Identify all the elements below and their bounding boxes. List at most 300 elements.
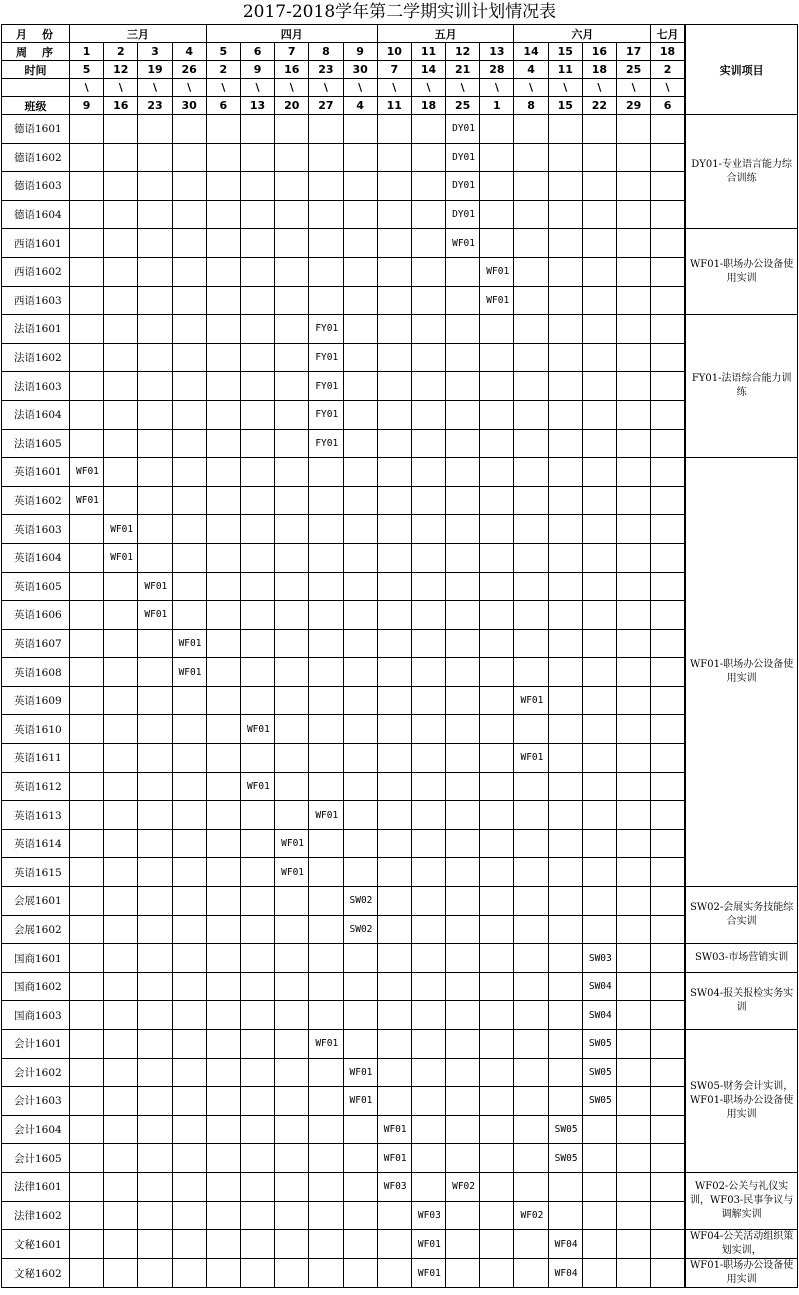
training-code-cell: WF01 <box>514 686 548 715</box>
empty-cell <box>275 1058 309 1087</box>
empty-cell <box>651 257 685 286</box>
training-code-cell: WF01 <box>70 458 104 487</box>
empty-cell <box>480 887 514 916</box>
empty-cell <box>446 458 480 487</box>
empty-cell <box>411 915 445 944</box>
empty-cell <box>651 858 685 887</box>
project-description: SW04-报关报检实务实训 <box>685 972 798 1029</box>
project-description: SW02-会展实务技能综合实训 <box>685 887 798 944</box>
empty-cell <box>377 944 411 973</box>
empty-cell <box>172 944 206 973</box>
table-row <box>2 1115 798 1144</box>
empty-cell <box>377 829 411 858</box>
empty-cell <box>309 1144 343 1173</box>
empty-cell <box>411 172 445 201</box>
end-day: 15 <box>548 97 582 115</box>
empty-cell <box>582 458 616 487</box>
empty-cell <box>206 400 240 429</box>
table-row <box>2 1144 798 1173</box>
end-day: 20 <box>275 97 309 115</box>
week-number: 7 <box>275 43 309 61</box>
empty-cell <box>104 400 138 429</box>
empty-cell <box>446 858 480 887</box>
empty-cell <box>446 715 480 744</box>
empty-cell <box>446 887 480 916</box>
empty-cell <box>446 429 480 458</box>
empty-cell <box>617 858 651 887</box>
date-separator: \ <box>104 79 138 97</box>
class-name-cell: 英语1613 <box>2 801 70 830</box>
empty-cell <box>104 429 138 458</box>
empty-cell <box>480 486 514 515</box>
empty-cell <box>275 744 309 773</box>
empty-cell <box>240 915 274 944</box>
end-day: 22 <box>582 97 616 115</box>
empty-cell <box>480 143 514 172</box>
empty-cell <box>275 629 309 658</box>
empty-cell <box>548 715 582 744</box>
empty-cell <box>104 887 138 916</box>
empty-cell <box>275 172 309 201</box>
empty-cell <box>309 486 343 515</box>
empty-cell <box>70 858 104 887</box>
empty-cell <box>70 143 104 172</box>
empty-cell <box>514 1115 548 1144</box>
empty-cell <box>172 1115 206 1144</box>
empty-cell <box>411 372 445 401</box>
start-day: 26 <box>172 61 206 79</box>
empty-cell <box>411 858 445 887</box>
training-code-cell: WF01 <box>343 1087 377 1116</box>
empty-cell <box>446 1230 480 1259</box>
date-separator: \ <box>70 79 104 97</box>
empty-cell <box>138 772 172 801</box>
class-name-cell: 英语1602 <box>2 486 70 515</box>
empty-cell <box>172 486 206 515</box>
start-day: 5 <box>70 61 104 79</box>
empty-cell <box>138 972 172 1001</box>
empty-cell <box>206 944 240 973</box>
empty-cell <box>309 1201 343 1230</box>
training-code-cell: SW02 <box>343 915 377 944</box>
table-row <box>2 543 798 572</box>
class-name-cell: 英语1614 <box>2 829 70 858</box>
class-name-cell: 会计1605 <box>2 1144 70 1173</box>
empty-cell <box>411 1115 445 1144</box>
empty-cell <box>206 515 240 544</box>
start-day: 4 <box>514 61 548 79</box>
training-code-cell: FY01 <box>309 315 343 344</box>
empty-cell <box>548 686 582 715</box>
empty-cell <box>275 1230 309 1259</box>
empty-cell <box>275 1144 309 1173</box>
empty-cell <box>446 744 480 773</box>
empty-cell <box>240 543 274 572</box>
empty-cell <box>138 915 172 944</box>
class-name-cell: 德语1604 <box>2 200 70 229</box>
week-number: 1 <box>70 43 104 61</box>
class-name-cell: 英语1607 <box>2 629 70 658</box>
empty-cell <box>70 1001 104 1030</box>
empty-cell <box>104 200 138 229</box>
class-name-cell: 会展1602 <box>2 915 70 944</box>
project-description: WF01-职场办公设备使用实训 <box>685 1259 798 1288</box>
empty-cell <box>343 1230 377 1259</box>
training-code-cell: DY01 <box>446 172 480 201</box>
project-description: WF02-公关与礼仪实训，WF03-民事争议与调解实训 <box>685 1172 798 1229</box>
empty-cell <box>70 829 104 858</box>
empty-cell <box>651 1144 685 1173</box>
empty-cell <box>172 315 206 344</box>
start-day: 11 <box>548 61 582 79</box>
empty-cell <box>172 515 206 544</box>
start-day: 30 <box>343 61 377 79</box>
empty-cell <box>617 887 651 916</box>
empty-cell <box>411 515 445 544</box>
empty-cell <box>240 172 274 201</box>
empty-cell <box>343 601 377 630</box>
empty-cell <box>548 372 582 401</box>
empty-cell <box>275 1259 309 1288</box>
empty-cell <box>514 543 548 572</box>
class-name-cell: 国商1603 <box>2 1001 70 1030</box>
empty-cell <box>343 715 377 744</box>
empty-cell <box>651 200 685 229</box>
table-row <box>2 1001 798 1030</box>
table-row <box>2 686 798 715</box>
empty-cell <box>582 1201 616 1230</box>
table-row <box>2 829 798 858</box>
training-code-cell: WF01 <box>411 1259 445 1288</box>
empty-cell <box>70 658 104 687</box>
empty-cell <box>104 1115 138 1144</box>
empty-cell <box>480 1058 514 1087</box>
empty-cell <box>172 143 206 172</box>
empty-cell <box>275 715 309 744</box>
empty-cell <box>343 801 377 830</box>
empty-cell <box>240 1115 274 1144</box>
empty-cell <box>377 143 411 172</box>
empty-cell <box>309 887 343 916</box>
training-code-cell: WF01 <box>275 858 309 887</box>
empty-cell <box>480 515 514 544</box>
empty-cell <box>206 801 240 830</box>
empty-cell <box>582 343 616 372</box>
empty-cell <box>480 601 514 630</box>
empty-cell <box>172 372 206 401</box>
start-day: 7 <box>377 61 411 79</box>
empty-cell <box>480 1087 514 1116</box>
class-name-cell: 德语1602 <box>2 143 70 172</box>
empty-cell <box>411 458 445 487</box>
empty-cell <box>582 315 616 344</box>
table-row <box>2 372 798 401</box>
empty-cell <box>446 601 480 630</box>
empty-cell <box>651 686 685 715</box>
empty-cell <box>480 744 514 773</box>
empty-cell <box>514 629 548 658</box>
empty-cell <box>514 1230 548 1259</box>
week-number: 16 <box>582 43 616 61</box>
empty-cell <box>275 315 309 344</box>
empty-cell <box>70 772 104 801</box>
end-day: 11 <box>377 97 411 115</box>
date-separator: \ <box>514 79 548 97</box>
empty-cell <box>411 1058 445 1087</box>
empty-cell <box>275 143 309 172</box>
empty-cell <box>104 486 138 515</box>
empty-cell <box>343 1001 377 1030</box>
empty-cell <box>480 372 514 401</box>
week-number: 5 <box>206 43 240 61</box>
empty-cell <box>651 772 685 801</box>
empty-cell <box>377 686 411 715</box>
class-name-cell: 英语1608 <box>2 658 70 687</box>
empty-cell <box>172 772 206 801</box>
empty-cell <box>343 658 377 687</box>
empty-cell <box>172 972 206 1001</box>
empty-cell <box>343 686 377 715</box>
empty-cell <box>70 1058 104 1087</box>
empty-cell <box>343 543 377 572</box>
empty-cell <box>343 372 377 401</box>
empty-cell <box>514 458 548 487</box>
empty-cell <box>514 1259 548 1288</box>
table-row <box>2 944 798 973</box>
training-code-cell: WF02 <box>446 1172 480 1201</box>
empty-cell <box>275 200 309 229</box>
empty-cell <box>651 1172 685 1201</box>
training-code-cell: WF01 <box>377 1115 411 1144</box>
class-name-cell: 德语1601 <box>2 115 70 144</box>
empty-cell <box>240 686 274 715</box>
date-separator: \ <box>172 79 206 97</box>
training-code-cell: WF01 <box>104 515 138 544</box>
empty-cell <box>514 343 548 372</box>
empty-cell <box>377 772 411 801</box>
table-row <box>2 257 798 286</box>
start-day: 25 <box>617 61 651 79</box>
empty-cell <box>172 915 206 944</box>
empty-cell <box>548 915 582 944</box>
empty-cell <box>617 1172 651 1201</box>
empty-cell <box>548 601 582 630</box>
empty-cell <box>206 887 240 916</box>
empty-cell <box>582 400 616 429</box>
empty-cell <box>377 601 411 630</box>
empty-cell <box>548 1001 582 1030</box>
empty-cell <box>651 744 685 773</box>
empty-cell <box>240 1172 274 1201</box>
empty-cell <box>275 286 309 315</box>
empty-cell <box>514 1087 548 1116</box>
empty-cell <box>206 458 240 487</box>
empty-cell <box>617 515 651 544</box>
end-day: 29 <box>617 97 651 115</box>
empty-cell <box>309 915 343 944</box>
empty-cell <box>138 458 172 487</box>
empty-cell <box>411 429 445 458</box>
empty-cell <box>206 1259 240 1288</box>
project-description: WF01-职场办公设备使用实训 <box>685 229 798 315</box>
empty-cell <box>343 400 377 429</box>
empty-cell <box>309 458 343 487</box>
empty-cell <box>138 515 172 544</box>
empty-cell <box>104 1030 138 1059</box>
empty-cell <box>206 486 240 515</box>
week-number: 17 <box>617 43 651 61</box>
empty-cell <box>206 1172 240 1201</box>
empty-cell <box>514 1030 548 1059</box>
empty-cell <box>548 286 582 315</box>
empty-cell <box>275 257 309 286</box>
empty-cell <box>480 172 514 201</box>
empty-cell <box>548 200 582 229</box>
empty-cell <box>548 658 582 687</box>
empty-cell <box>514 1144 548 1173</box>
week-number: 13 <box>480 43 514 61</box>
empty-cell <box>582 715 616 744</box>
empty-cell <box>138 486 172 515</box>
empty-cell <box>377 229 411 258</box>
class-name-cell: 国商1601 <box>2 944 70 973</box>
empty-cell <box>172 257 206 286</box>
empty-cell <box>480 115 514 144</box>
empty-cell <box>480 1030 514 1059</box>
class-name-cell: 英语1611 <box>2 744 70 773</box>
empty-cell <box>104 1230 138 1259</box>
empty-cell <box>343 1259 377 1288</box>
end-day: 13 <box>240 97 274 115</box>
empty-cell <box>582 772 616 801</box>
date-separator: \ <box>138 79 172 97</box>
empty-cell <box>240 143 274 172</box>
empty-cell <box>582 1172 616 1201</box>
empty-cell <box>582 229 616 258</box>
empty-cell <box>377 1230 411 1259</box>
date-separator: \ <box>343 79 377 97</box>
empty-cell <box>70 1087 104 1116</box>
empty-cell <box>206 629 240 658</box>
empty-cell <box>309 515 343 544</box>
training-code-cell: WF01 <box>104 543 138 572</box>
empty-cell <box>206 1087 240 1116</box>
empty-cell <box>377 744 411 773</box>
training-code-cell: WF01 <box>514 744 548 773</box>
training-code-cell: SW02 <box>343 887 377 916</box>
class-name-cell: 英语1609 <box>2 686 70 715</box>
training-code-cell: WF01 <box>446 229 480 258</box>
empty-cell <box>138 829 172 858</box>
table-row <box>2 143 798 172</box>
empty-cell <box>582 858 616 887</box>
table-row <box>2 458 798 487</box>
class-name-cell: 国商1602 <box>2 972 70 1001</box>
empty-cell <box>480 829 514 858</box>
class-name-cell: 法语1604 <box>2 400 70 429</box>
class-name-cell: 西语1602 <box>2 257 70 286</box>
empty-cell <box>206 543 240 572</box>
empty-cell <box>70 1201 104 1230</box>
empty-cell <box>240 200 274 229</box>
week-number: 8 <box>309 43 343 61</box>
start-day: 18 <box>582 61 616 79</box>
empty-cell <box>514 572 548 601</box>
empty-cell <box>172 400 206 429</box>
training-code-cell: SW05 <box>548 1115 582 1144</box>
table-row <box>2 1030 798 1059</box>
training-code-cell: WF01 <box>138 572 172 601</box>
empty-cell <box>582 200 616 229</box>
empty-cell <box>206 1030 240 1059</box>
empty-cell <box>377 458 411 487</box>
empty-cell <box>343 315 377 344</box>
empty-cell <box>343 1144 377 1173</box>
empty-cell <box>651 801 685 830</box>
table-row <box>2 715 798 744</box>
class-name-cell: 会计1603 <box>2 1087 70 1116</box>
week-number: 10 <box>377 43 411 61</box>
week-number: 12 <box>446 43 480 61</box>
empty-cell <box>240 944 274 973</box>
end-day: 1 <box>480 97 514 115</box>
empty-cell <box>104 286 138 315</box>
empty-cell <box>480 458 514 487</box>
empty-cell <box>309 972 343 1001</box>
empty-cell <box>446 1001 480 1030</box>
empty-cell <box>104 744 138 773</box>
empty-cell <box>377 286 411 315</box>
empty-cell <box>70 543 104 572</box>
empty-cell <box>172 172 206 201</box>
empty-cell <box>206 915 240 944</box>
empty-cell <box>172 458 206 487</box>
empty-cell <box>446 1030 480 1059</box>
empty-cell <box>275 400 309 429</box>
empty-cell <box>104 458 138 487</box>
empty-cell <box>206 858 240 887</box>
empty-cell <box>240 1201 274 1230</box>
empty-cell <box>548 515 582 544</box>
empty-cell <box>70 629 104 658</box>
empty-cell <box>617 343 651 372</box>
empty-cell <box>514 1058 548 1087</box>
empty-cell <box>411 601 445 630</box>
date-separator: \ <box>582 79 616 97</box>
empty-cell <box>70 286 104 315</box>
empty-cell <box>480 1001 514 1030</box>
empty-cell <box>70 200 104 229</box>
empty-cell <box>582 172 616 201</box>
empty-cell <box>138 1172 172 1201</box>
empty-cell <box>172 829 206 858</box>
empty-cell <box>70 429 104 458</box>
empty-cell <box>240 601 274 630</box>
empty-cell <box>138 658 172 687</box>
empty-cell <box>343 458 377 487</box>
empty-cell <box>70 400 104 429</box>
empty-cell <box>411 944 445 973</box>
empty-cell <box>104 143 138 172</box>
empty-cell <box>480 858 514 887</box>
empty-cell <box>275 372 309 401</box>
empty-cell <box>275 686 309 715</box>
empty-cell <box>617 172 651 201</box>
empty-cell <box>206 829 240 858</box>
empty-cell <box>309 686 343 715</box>
empty-cell <box>411 829 445 858</box>
empty-cell <box>480 429 514 458</box>
